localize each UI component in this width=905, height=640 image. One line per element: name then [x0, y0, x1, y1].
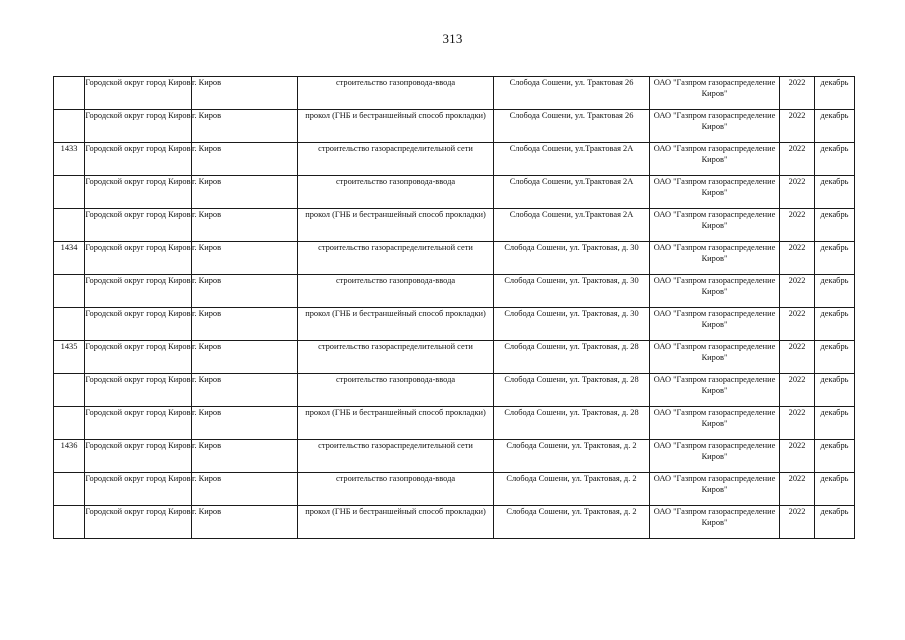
- organization-cell: ОАО "Газпром газораспределение Киров": [650, 407, 780, 440]
- page-number: 313: [442, 31, 463, 46]
- year-cell: 2022: [780, 176, 815, 209]
- address-cell: Слобода Сошени, ул.Трактовая 2А: [494, 143, 650, 176]
- table-row: [54, 308, 855, 341]
- address-cell: Слобода Сошени, ул. Трактовая 26: [494, 110, 650, 143]
- works-table: [53, 76, 855, 539]
- table-row: [54, 209, 855, 242]
- row-number-cell: [54, 407, 85, 440]
- row-number-cell: [54, 308, 85, 341]
- address-cell: Слобода Сошени, ул. Трактовая, д. 30: [494, 242, 650, 275]
- work-type-cell: прокол (ГНБ и бестраншейный способ прокладки): [298, 506, 494, 539]
- year-cell: 2022: [780, 242, 815, 275]
- table-row: [54, 110, 855, 143]
- row-number-cell: [54, 374, 85, 407]
- address-cell: Слобода Сошени, ул. Трактовая, д. 30: [494, 308, 650, 341]
- row-number-cell: [54, 176, 85, 209]
- work-type-cell: строительство газопровода-ввода: [298, 374, 494, 407]
- city-cell: г. Киров: [192, 308, 298, 341]
- address-cell: Слобода Сошени, ул. Трактовая, д. 28: [494, 374, 650, 407]
- organization-cell: ОАО "Газпром газораспределение Киров": [650, 242, 780, 275]
- table-row: [54, 275, 855, 308]
- work-type-cell: строительство газораспределительной сети: [298, 143, 494, 176]
- year-cell: 2022: [780, 308, 815, 341]
- municipality-cell: Городской округ город Киров: [85, 176, 192, 209]
- work-type-cell: строительство газораспределительной сети: [298, 242, 494, 275]
- year-cell: 2022: [780, 77, 815, 110]
- month-cell: декабрь: [815, 77, 855, 110]
- organization-cell: ОАО "Газпром газораспределение Киров": [650, 506, 780, 539]
- table-row: [54, 407, 855, 440]
- table-row: [54, 77, 855, 110]
- organization-cell: ОАО "Газпром газораспределение Киров": [650, 374, 780, 407]
- table-row: [54, 506, 855, 539]
- month-cell: декабрь: [815, 506, 855, 539]
- row-number-cell: 1436: [54, 440, 85, 473]
- year-cell: 2022: [780, 275, 815, 308]
- municipality-cell: Городской округ город Киров: [85, 242, 192, 275]
- month-cell: декабрь: [815, 440, 855, 473]
- row-number-cell: [54, 209, 85, 242]
- table-row: [54, 341, 855, 374]
- month-cell: декабрь: [815, 209, 855, 242]
- municipality-cell: Городской округ город Киров: [85, 440, 192, 473]
- row-number-cell: 1433: [54, 143, 85, 176]
- row-number-cell: 1435: [54, 341, 85, 374]
- year-cell: 2022: [780, 209, 815, 242]
- address-cell: Слобода Сошени, ул.Трактовая 2А: [494, 209, 650, 242]
- year-cell: 2022: [780, 341, 815, 374]
- city-cell: г. Киров: [192, 110, 298, 143]
- work-type-cell: строительство газопровода-ввода: [298, 176, 494, 209]
- city-cell: г. Киров: [192, 374, 298, 407]
- work-type-cell: строительство газопровода-ввода: [298, 275, 494, 308]
- table-row: [54, 176, 855, 209]
- work-type-cell: строительство газопровода-ввода: [298, 473, 494, 506]
- month-cell: декабрь: [815, 308, 855, 341]
- municipality-cell: Городской округ город Киров: [85, 308, 192, 341]
- work-type-cell: прокол (ГНБ и бестраншейный способ прокладки): [298, 209, 494, 242]
- city-cell: г. Киров: [192, 341, 298, 374]
- work-type-cell: строительство газораспределительной сети: [298, 341, 494, 374]
- organization-cell: ОАО "Газпром газораспределение Киров": [650, 110, 780, 143]
- month-cell: декабрь: [815, 143, 855, 176]
- organization-cell: ОАО "Газпром газораспределение Киров": [650, 77, 780, 110]
- year-cell: 2022: [780, 374, 815, 407]
- city-cell: г. Киров: [192, 440, 298, 473]
- month-cell: декабрь: [815, 275, 855, 308]
- city-cell: г. Киров: [192, 143, 298, 176]
- year-cell: 2022: [780, 473, 815, 506]
- address-cell: Слобода Сошени, ул. Трактовая, д. 2: [494, 506, 650, 539]
- table-body: [54, 77, 855, 539]
- table-row: [54, 473, 855, 506]
- municipality-cell: Городской округ город Киров: [85, 143, 192, 176]
- city-cell: г. Киров: [192, 77, 298, 110]
- table-row: [54, 374, 855, 407]
- work-type-cell: строительство газораспределительной сети: [298, 440, 494, 473]
- year-cell: 2022: [780, 143, 815, 176]
- table-row: [54, 242, 855, 275]
- address-cell: Слобода Сошени, ул. Трактовая, д. 30: [494, 275, 650, 308]
- organization-cell: ОАО "Газпром газораспределение Киров": [650, 176, 780, 209]
- row-number-cell: [54, 275, 85, 308]
- work-type-cell: прокол (ГНБ и бестраншейный способ прокладки): [298, 407, 494, 440]
- municipality-cell: Городской округ город Киров: [85, 407, 192, 440]
- organization-cell: ОАО "Газпром газораспределение Киров": [650, 308, 780, 341]
- organization-cell: ОАО "Газпром газораспределение Киров": [650, 209, 780, 242]
- row-number-cell: 1434: [54, 242, 85, 275]
- year-cell: 2022: [780, 440, 815, 473]
- city-cell: г. Киров: [192, 242, 298, 275]
- municipality-cell: Городской округ город Киров: [85, 341, 192, 374]
- municipality-cell: Городской округ город Киров: [85, 473, 192, 506]
- table-row: [54, 440, 855, 473]
- organization-cell: ОАО "Газпром газораспределение Киров": [650, 473, 780, 506]
- city-cell: г. Киров: [192, 506, 298, 539]
- organization-cell: ОАО "Газпром газораспределение Киров": [650, 143, 780, 176]
- month-cell: декабрь: [815, 407, 855, 440]
- municipality-cell: Городской округ город Киров: [85, 374, 192, 407]
- municipality-cell: Городской округ город Киров: [85, 506, 192, 539]
- municipality-cell: Городской округ город Киров: [85, 77, 192, 110]
- year-cell: 2022: [780, 110, 815, 143]
- work-type-cell: прокол (ГНБ и бестраншейный способ прокладки): [298, 110, 494, 143]
- work-type-cell: прокол (ГНБ и бестраншейный способ прокладки): [298, 308, 494, 341]
- address-cell: Слобода Сошени, ул. Трактовая, д. 28: [494, 341, 650, 374]
- city-cell: г. Киров: [192, 407, 298, 440]
- row-number-cell: [54, 110, 85, 143]
- year-cell: 2022: [780, 506, 815, 539]
- year-cell: 2022: [780, 407, 815, 440]
- municipality-cell: Городской округ город Киров: [85, 275, 192, 308]
- month-cell: декабрь: [815, 176, 855, 209]
- address-cell: Слобода Сошени, ул. Трактовая, д. 2: [494, 473, 650, 506]
- address-cell: Слобода Сошени, ул. Трактовая, д. 2: [494, 440, 650, 473]
- organization-cell: ОАО "Газпром газораспределение Киров": [650, 275, 780, 308]
- table-row: [54, 143, 855, 176]
- organization-cell: ОАО "Газпром газораспределение Киров": [650, 440, 780, 473]
- municipality-cell: Городской округ город Киров: [85, 110, 192, 143]
- address-cell: Слобода Сошени, ул. Трактовая 26: [494, 77, 650, 110]
- row-number-cell: [54, 77, 85, 110]
- city-cell: г. Киров: [192, 209, 298, 242]
- row-number-cell: [54, 506, 85, 539]
- month-cell: декабрь: [815, 473, 855, 506]
- month-cell: декабрь: [815, 341, 855, 374]
- address-cell: Слобода Сошени, ул. Трактовая, д. 28: [494, 407, 650, 440]
- work-type-cell: строительство газопровода-ввода: [298, 77, 494, 110]
- municipality-cell: Городской округ город Киров: [85, 209, 192, 242]
- city-cell: г. Киров: [192, 473, 298, 506]
- month-cell: декабрь: [815, 110, 855, 143]
- month-cell: декабрь: [815, 374, 855, 407]
- city-cell: г. Киров: [192, 275, 298, 308]
- month-cell: декабрь: [815, 242, 855, 275]
- row-number-cell: [54, 473, 85, 506]
- organization-cell: ОАО "Газпром газораспределение Киров": [650, 341, 780, 374]
- address-cell: Слобода Сошени, ул.Трактовая 2А: [494, 176, 650, 209]
- city-cell: г. Киров: [192, 176, 298, 209]
